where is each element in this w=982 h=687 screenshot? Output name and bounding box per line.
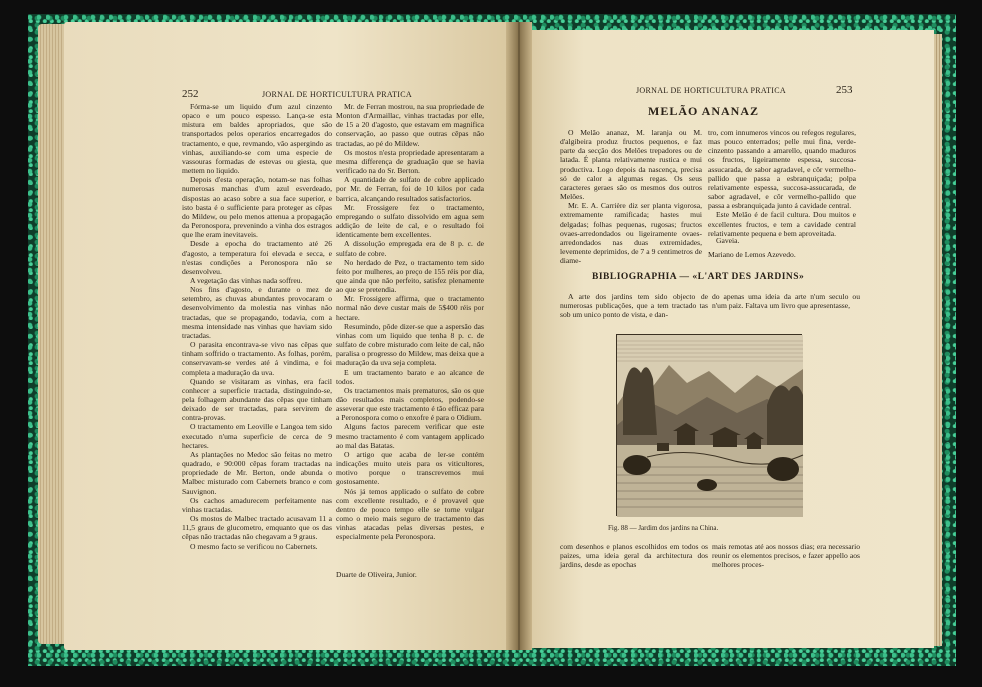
bibliographia-bottom-left <box>560 542 708 572</box>
figure-caption: Fig. 88 — Jardim dos jardins na China. <box>608 524 719 532</box>
left-page-column-2 <box>336 102 484 570</box>
paragraph: Mr. Frossigere affirma, que o tractamento normal não deve custar mais de 5$400 réis por hectare. <box>336 294 484 322</box>
paragraph: tro, com innumeros vincos ou refegos regulares, mas pouco enterrados; pelle mui fina, verde-cinzento passando a amarello, quando maduros os fructos, ligeiramente espessa, succosa-assucarada, de sabor agradavel, e côr vermelho-pallido que passa a esbranquiçada; polpa relativamente espessa, succosa-assucarada, de sabor agradavel, e côr vermelho-pallido que passa a esbranquiçada junto á cavidade central. <box>708 128 856 211</box>
page-number-right: 253 <box>836 84 853 96</box>
page-number-left: 252 <box>182 88 199 100</box>
paragraph: E um tractamento barato e ao alcance de todos. <box>336 367 484 386</box>
paragraph: O mesmo facto se verificou no Cabernets. <box>190 541 318 551</box>
paragraph: A dissolução empregada era de 8 p. c. de sulfato de cobre. <box>336 239 484 258</box>
running-head-right: JORNAL DE HORTICULTURA PRATICA <box>636 86 786 95</box>
paragraph: com desenhos e planos escolhidos em todos os paizes, uma ideia geral da architectura dos jardins, desde as epochas <box>560 542 708 570</box>
bibliographia-bottom-right <box>712 542 860 572</box>
paragraph: No herdado de Pez, o tractamento tem sido feito por mulheres, ao preço de 155 réis por dia, que ainda que não perfeito, satisfez plenamente ao que se pretendia. <box>336 257 484 295</box>
paragraph: O tractamento em Leoville e Langoa tem sido executado n'uma superficie de cerca de 9 hectares. <box>182 422 332 450</box>
paragraph: A quantidade de sulfato de cobre applicado por Mr. de Ferran, foi de 10 kilos por cada barrica, alcançando resultados satisfactorios. <box>336 175 484 203</box>
paragraph: As plantações no Medoc são feitas no metro quadrado, e 90:000 cêpas foram tractadas na propriedade de Mr. Berton, onde abunda o Malbec misturado com Cabernets branco e com Sauvignon. <box>182 449 332 496</box>
bibliographia-intro-right <box>712 292 860 322</box>
paragraph: Desde a epocha do tractamento até 26 d'agosto, a temperatura foi elevada e secca, e n'estas condições a Peronospora não se desenvolveu. <box>182 239 332 276</box>
book-gutter <box>506 22 532 650</box>
signature-right: Mariano de Lemos Azevedo. <box>708 250 796 259</box>
paragraph: Depois d'esta operação, notam-se nas folhas numerosas manchas d'um azul esverdeado, dispostas ao acaso sobre a sua face superior, e isto basta é o sufficiente para proteger as cêpas do Mildew, ou pelo menos attenua a propagação da Peronospora, prevenindo a vinha dos estragos que lhe eram inevitaveis. <box>182 175 332 240</box>
left-page-column-1 <box>182 102 332 580</box>
right-page-column-2 <box>708 128 856 238</box>
paragraph: O parasita encontrava-se vivo nas cêpas que tinham soffrido o tractamento. As folhas, porém, conservavam-se verdes até á vindima, e foi completa a maduração da uva. <box>182 340 332 377</box>
article-title-melao: MELÃO ANANAZ <box>648 104 760 118</box>
paragraph: Os cachos amadurecem perfeitamente nas vinhas tractadas. <box>182 495 332 514</box>
paragraph: O artigo que acaba de ler-se contém indicações muito uteis para os viticultores, motivo porque o transcrevemos mui gostosamente. <box>336 449 484 487</box>
right-page-column-1 <box>560 128 702 264</box>
paragraph: Quando se visitaram as vinhas, era facil conhecer a superficie tractada, distinguindo-se, pela folhagem abundante das cêpas que tinham deixado de ser tractadas, para servirem de contra-provas. <box>182 376 332 423</box>
signature-left: Duarte de Oliveira, Junior. <box>336 570 417 579</box>
paragraph: Mr. de Ferran mostrou, na sua propriedade de Monton d'Armaillac, vinhas tractadas por elle, de 15 a 20 d'agosto, que estavam em magnifica conservação, ao passo que outras cêpas não tractadas, ao pé do Mildew. <box>336 102 484 148</box>
paragraph: mais remotas até aos nossos dias; era necessario reunir os elementos precisos, e fazer appello aos melhores proces- <box>712 542 860 570</box>
paragraph: Mr. Frossigere fez o tractamento, empregando o sulfato dissolvido em agua sem addição de leite de cal, e o resultado foi identicamente bem excellentes. <box>336 202 484 240</box>
paragraph: Mr. E. A. Carrière diz ser planta vigorosa, extremamente ramificada; hastes mui delgadas; folhas pequenas, rugosas; fructos ovaes-arredondados ou ligeiramente ovaes-arredondados nas duas extremidades, levemente deprimidos, de 7 a 9 centimetros de diame- <box>560 201 702 266</box>
paragraph: Este Melão é de facil cultura. Dou muitos e excellentes fructos, e tem a cavidade central relativamente pequena e bem aproveitada. <box>708 210 856 238</box>
engraving-illustration <box>617 335 803 517</box>
paragraph: Fórma-se um liquido d'um azul cinzento opaco e um pouco espesso. Lança-se esta mistura em baldes apropriados, que são transportados pelos operarios encarregados do tractamento, e que, revmando, vão aspergindo as vinhas, auxiliando-se com uma especie de vassouras formadas de estevas ou giesta, que mettem no liquido. <box>182 102 332 176</box>
paragraph: Os tractamentos mais prematuros, são os que dão resultados mais completos, podendo-se asseverar que este tractamento é tão efficaz para a Peronospora como o enxofre é para o Oïdium. <box>336 385 484 423</box>
bibliographia-intro-left <box>560 292 708 322</box>
paragraph: Nós já temos applicado o sulfato de cobre com excellente resultado, e é provavel que dentro de pouco tempo elle se torne vulgar como o meio mais seguro de tractamento das vinhas atacadas pelas diversas pestes, e especialmente pela Peronospora. <box>336 486 484 542</box>
paragraph: Nos fins d'agosto, e durante o mez de setembro, as chuvas abundantes provocaram o desenvolvimento da molestia nas vinhas não tractadas, que se propagando, todavia, com a mesma intensidade nas vinhas que haviam sido tractadas. <box>182 285 332 340</box>
running-head-left: JORNAL DE HORTICULTURA PRATICA <box>262 90 412 99</box>
paragraph: Os mostos de Malbec tractado acusavam 11 a 11,5 graus de glucometro, emquanto que os das cêpas não tractadas não chegavam a 9 graus. <box>182 514 332 542</box>
paragraph: Os mostos n'esta propriedade apresentaram a mesma differença de graduação que se havia verificado na do Sr. Berton. <box>336 147 484 176</box>
paragraph: Alguns factos parecem verificar que este mesmo tractamento é com vantagem applicado ao mal das Batatas. <box>336 422 484 450</box>
paragraph: O Melão ananaz, M. laranja ou M. d'algibeira produz fructos pequenos, e faz parte da secção dos Melões trepadores ou de latada. É planta relativamente rustica e mui productiva. Logo depois da nascença, precisa só de calor a algumas regas. Os seus caracteres geraes são os mesmos dos outros Melões. <box>560 128 702 202</box>
paragraph: Resumindo, pôde dizer-se que a aspersão das vinhas com um liquido que tenha 8 p. c. de sulfato de cobre misturado com leite de cal, não paralisa o progresso do Mildew, mas deixa que a maduração da uva seja completa. <box>336 321 484 368</box>
article-title-bibliographia: BIBLIOGRAPHIA — «L'ART DES JARDINS» <box>592 272 805 282</box>
paragraph: A arte dos jardins tem sido objecto de numerosas publicações, que a tem tractado tas sob um unico ponto de vista, e dan- <box>560 292 708 320</box>
engraving-chinese-garden <box>616 334 802 516</box>
paragraph: A vegetação das vinhas nada soffreu. <box>190 275 303 285</box>
paragraph: do apenas uma ideia da arte n'um seculo ou n'um paiz. Faltava um livro que apresentasse, <box>712 292 860 311</box>
article-place: Gaveia. <box>716 236 740 245</box>
